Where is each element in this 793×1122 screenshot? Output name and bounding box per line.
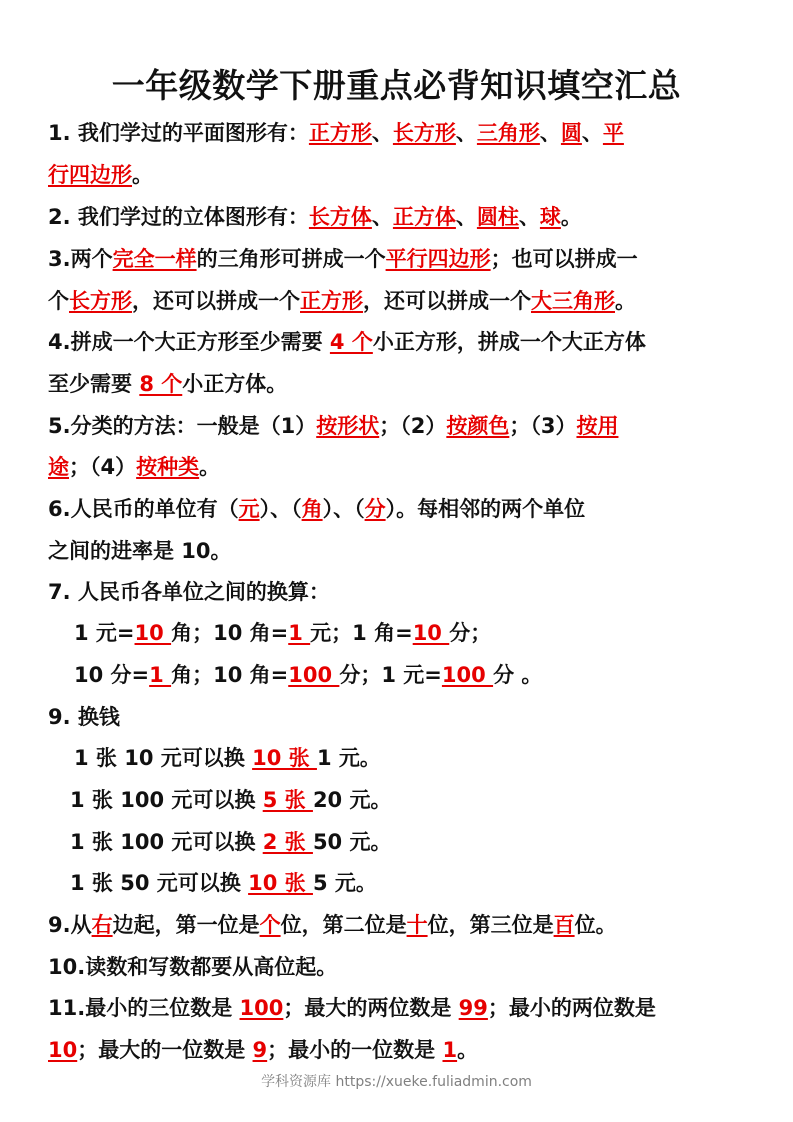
question-text: 20 元。 — [312, 788, 392, 812]
question-text: 分； — [449, 621, 492, 645]
question-text: 、 — [518, 205, 540, 229]
answer-blank: 10 — [134, 621, 172, 645]
question-text: 。 — [560, 205, 582, 229]
text-line — [48, 159, 153, 191]
text-line — [70, 784, 391, 816]
question-text: 、 — [371, 205, 393, 229]
page-title: 一年级数学下册重点必背知识填空汇总 — [111, 66, 682, 105]
text-line — [48, 117, 624, 149]
answer-blank: 5 张 — [262, 788, 313, 812]
answer-blank: 百 — [553, 913, 575, 937]
question-text: 角；10 角= — [171, 663, 289, 687]
question-text: 10 分= — [74, 663, 150, 687]
question-text: 边起，第一位是 — [112, 913, 260, 937]
answer-blank: 平 — [602, 121, 624, 145]
answer-blank: 9 — [252, 1038, 268, 1062]
answer-blank: 平行四边形 — [385, 247, 491, 271]
text-line — [48, 410, 618, 442]
question-text: ）、（ — [322, 497, 365, 521]
question-text: 1 张 100 元可以换 — [70, 830, 263, 854]
answer-blank: 长方体 — [308, 205, 372, 229]
question-text: 、 — [371, 121, 393, 145]
question-text: 小正方形，拼成一个大正方体 — [372, 330, 646, 354]
answer-blank: 8 个 — [139, 372, 183, 396]
question-text: 50 元。 — [312, 830, 392, 854]
text-line — [48, 285, 636, 317]
text-line — [48, 368, 287, 400]
question-text: 。 — [457, 1038, 479, 1062]
answer-blank: 10 张 — [252, 746, 317, 770]
text-line — [48, 493, 585, 525]
text-line — [48, 951, 337, 983]
question-text: 1 张 10 元可以换 — [74, 746, 253, 770]
answer-blank: 行四边形 — [48, 163, 132, 187]
question-text: 1 元。 — [316, 746, 381, 770]
question-text: 2. 我们学过的立体图形有： — [48, 205, 309, 229]
text-line — [48, 1034, 478, 1066]
question-text: 4.拼成一个大正方形至少需要 — [48, 330, 330, 354]
text-line — [48, 992, 656, 1024]
question-text: 。 — [199, 455, 221, 479]
question-text: 。 — [132, 163, 153, 187]
footer-watermark: 学科资源库 https://xueke.fuliadmin.com — [261, 1074, 532, 1090]
question-text: ；（4） — [69, 455, 137, 479]
question-text: 元；1 角= — [310, 621, 413, 645]
answer-blank: 10 — [412, 621, 450, 645]
answer-blank: 按用 — [576, 414, 619, 438]
question-text: 分 。 — [493, 663, 543, 687]
question-text: 1 元= — [74, 621, 135, 645]
question-text: ；（3） — [509, 414, 577, 438]
text-line — [74, 659, 542, 691]
question-text: 、 — [539, 121, 561, 145]
question-text: 1 张 50 元可以换 — [70, 871, 249, 895]
answer-blank: 个 — [259, 913, 281, 937]
text-line — [74, 742, 381, 774]
text-line — [48, 909, 617, 941]
question-text: ）、（ — [259, 497, 302, 521]
answer-blank: 99 — [458, 996, 488, 1020]
question-text: 9. 换钱 — [48, 705, 120, 729]
question-text: ；也可以拼成一 — [490, 247, 638, 271]
question-text: ；最大的两位数是 — [283, 996, 459, 1020]
text-line — [70, 867, 377, 899]
question-text: 5 元。 — [312, 871, 377, 895]
question-text: 3.两个 — [48, 247, 113, 271]
answer-blank: 10 — [48, 1038, 78, 1062]
answer-blank: 正方形 — [308, 121, 372, 145]
question-text: ；最小的一位数是 — [267, 1038, 443, 1062]
question-text: 7. 人民币各单位之间的换算： — [48, 580, 330, 604]
answer-blank: 完全一样 — [112, 247, 197, 271]
text-line — [74, 617, 491, 649]
text-line — [48, 243, 638, 275]
question-text: ；最小的两位数是 — [487, 996, 656, 1020]
answer-blank: 100 — [441, 663, 494, 687]
question-text: 10.读数和写数都要从高位起。 — [48, 955, 338, 979]
text-line — [48, 201, 582, 233]
question-text: 之间的进率是 10。 — [48, 539, 232, 563]
answer-blank: 圆 — [560, 121, 582, 145]
answer-blank: 1 — [149, 663, 172, 687]
question-text: ，还可以拼成一个 — [132, 289, 300, 313]
answer-blank: 圆柱 — [476, 205, 519, 229]
question-text: 、 — [455, 205, 477, 229]
question-text: 1 张 100 元可以换 — [70, 788, 263, 812]
question-text: 位，第三位是 — [427, 913, 554, 937]
question-text: 分；1 元= — [339, 663, 442, 687]
answer-blank: 按形状 — [316, 414, 380, 438]
question-text: 角；10 角= — [171, 621, 289, 645]
answer-blank: 角 — [301, 497, 323, 521]
answer-blank: 分 — [364, 497, 386, 521]
question-text: ；（2） — [379, 414, 447, 438]
answer-blank: 十 — [406, 913, 428, 937]
answer-blank: 正方体 — [392, 205, 456, 229]
answer-blank: 4 个 — [329, 330, 373, 354]
answer-blank: 10 张 — [248, 871, 313, 895]
question-text: ）。每相邻的两个单位 — [385, 497, 586, 521]
answer-blank: 1 — [442, 1038, 458, 1062]
question-text: 小正方体。 — [182, 372, 288, 396]
question-text: 9.从 — [48, 913, 92, 937]
answer-blank: 1 — [288, 621, 311, 645]
question-text: 5.分类的方法：一般是（1） — [48, 414, 317, 438]
question-text: 、 — [455, 121, 477, 145]
question-text: 至少需要 — [48, 372, 140, 396]
text-line — [48, 326, 646, 358]
question-text: 位。 — [574, 913, 617, 937]
answer-blank: 球 — [539, 205, 561, 229]
text-line — [48, 451, 220, 483]
question-text: 位，第二位是 — [280, 913, 407, 937]
question-text: ，还可以拼成一个 — [363, 289, 531, 313]
question-text: 个 — [48, 289, 69, 313]
answer-blank: 三角形 — [476, 121, 540, 145]
answer-blank: 途 — [48, 455, 69, 479]
answer-blank: 大三角形 — [531, 289, 615, 313]
answer-blank: 元 — [238, 497, 260, 521]
answer-blank: 正方形 — [300, 289, 363, 313]
answer-blank: 按种类 — [136, 455, 200, 479]
text-line — [48, 701, 120, 733]
question-text: 6.人民币的单位有（ — [48, 497, 239, 521]
answer-blank: 按颜色 — [446, 414, 510, 438]
text-line — [48, 576, 330, 608]
answer-blank: 右 — [91, 913, 113, 937]
question-text: 1. 我们学过的平面图形有： — [48, 121, 309, 145]
question-text: 。 — [615, 289, 636, 313]
question-text: 、 — [581, 121, 603, 145]
answer-blank: 2 张 — [262, 830, 313, 854]
question-text: ；最大的一位数是 — [77, 1038, 253, 1062]
answer-blank: 长方形 — [69, 289, 132, 313]
question-text: 的三角形可拼成一个 — [196, 247, 386, 271]
text-line — [48, 535, 232, 567]
text-line — [70, 826, 391, 858]
answer-blank: 100 — [239, 996, 284, 1020]
answer-blank: 长方形 — [392, 121, 456, 145]
question-text: 11.最小的三位数是 — [48, 996, 240, 1020]
answer-blank: 100 — [288, 663, 340, 687]
